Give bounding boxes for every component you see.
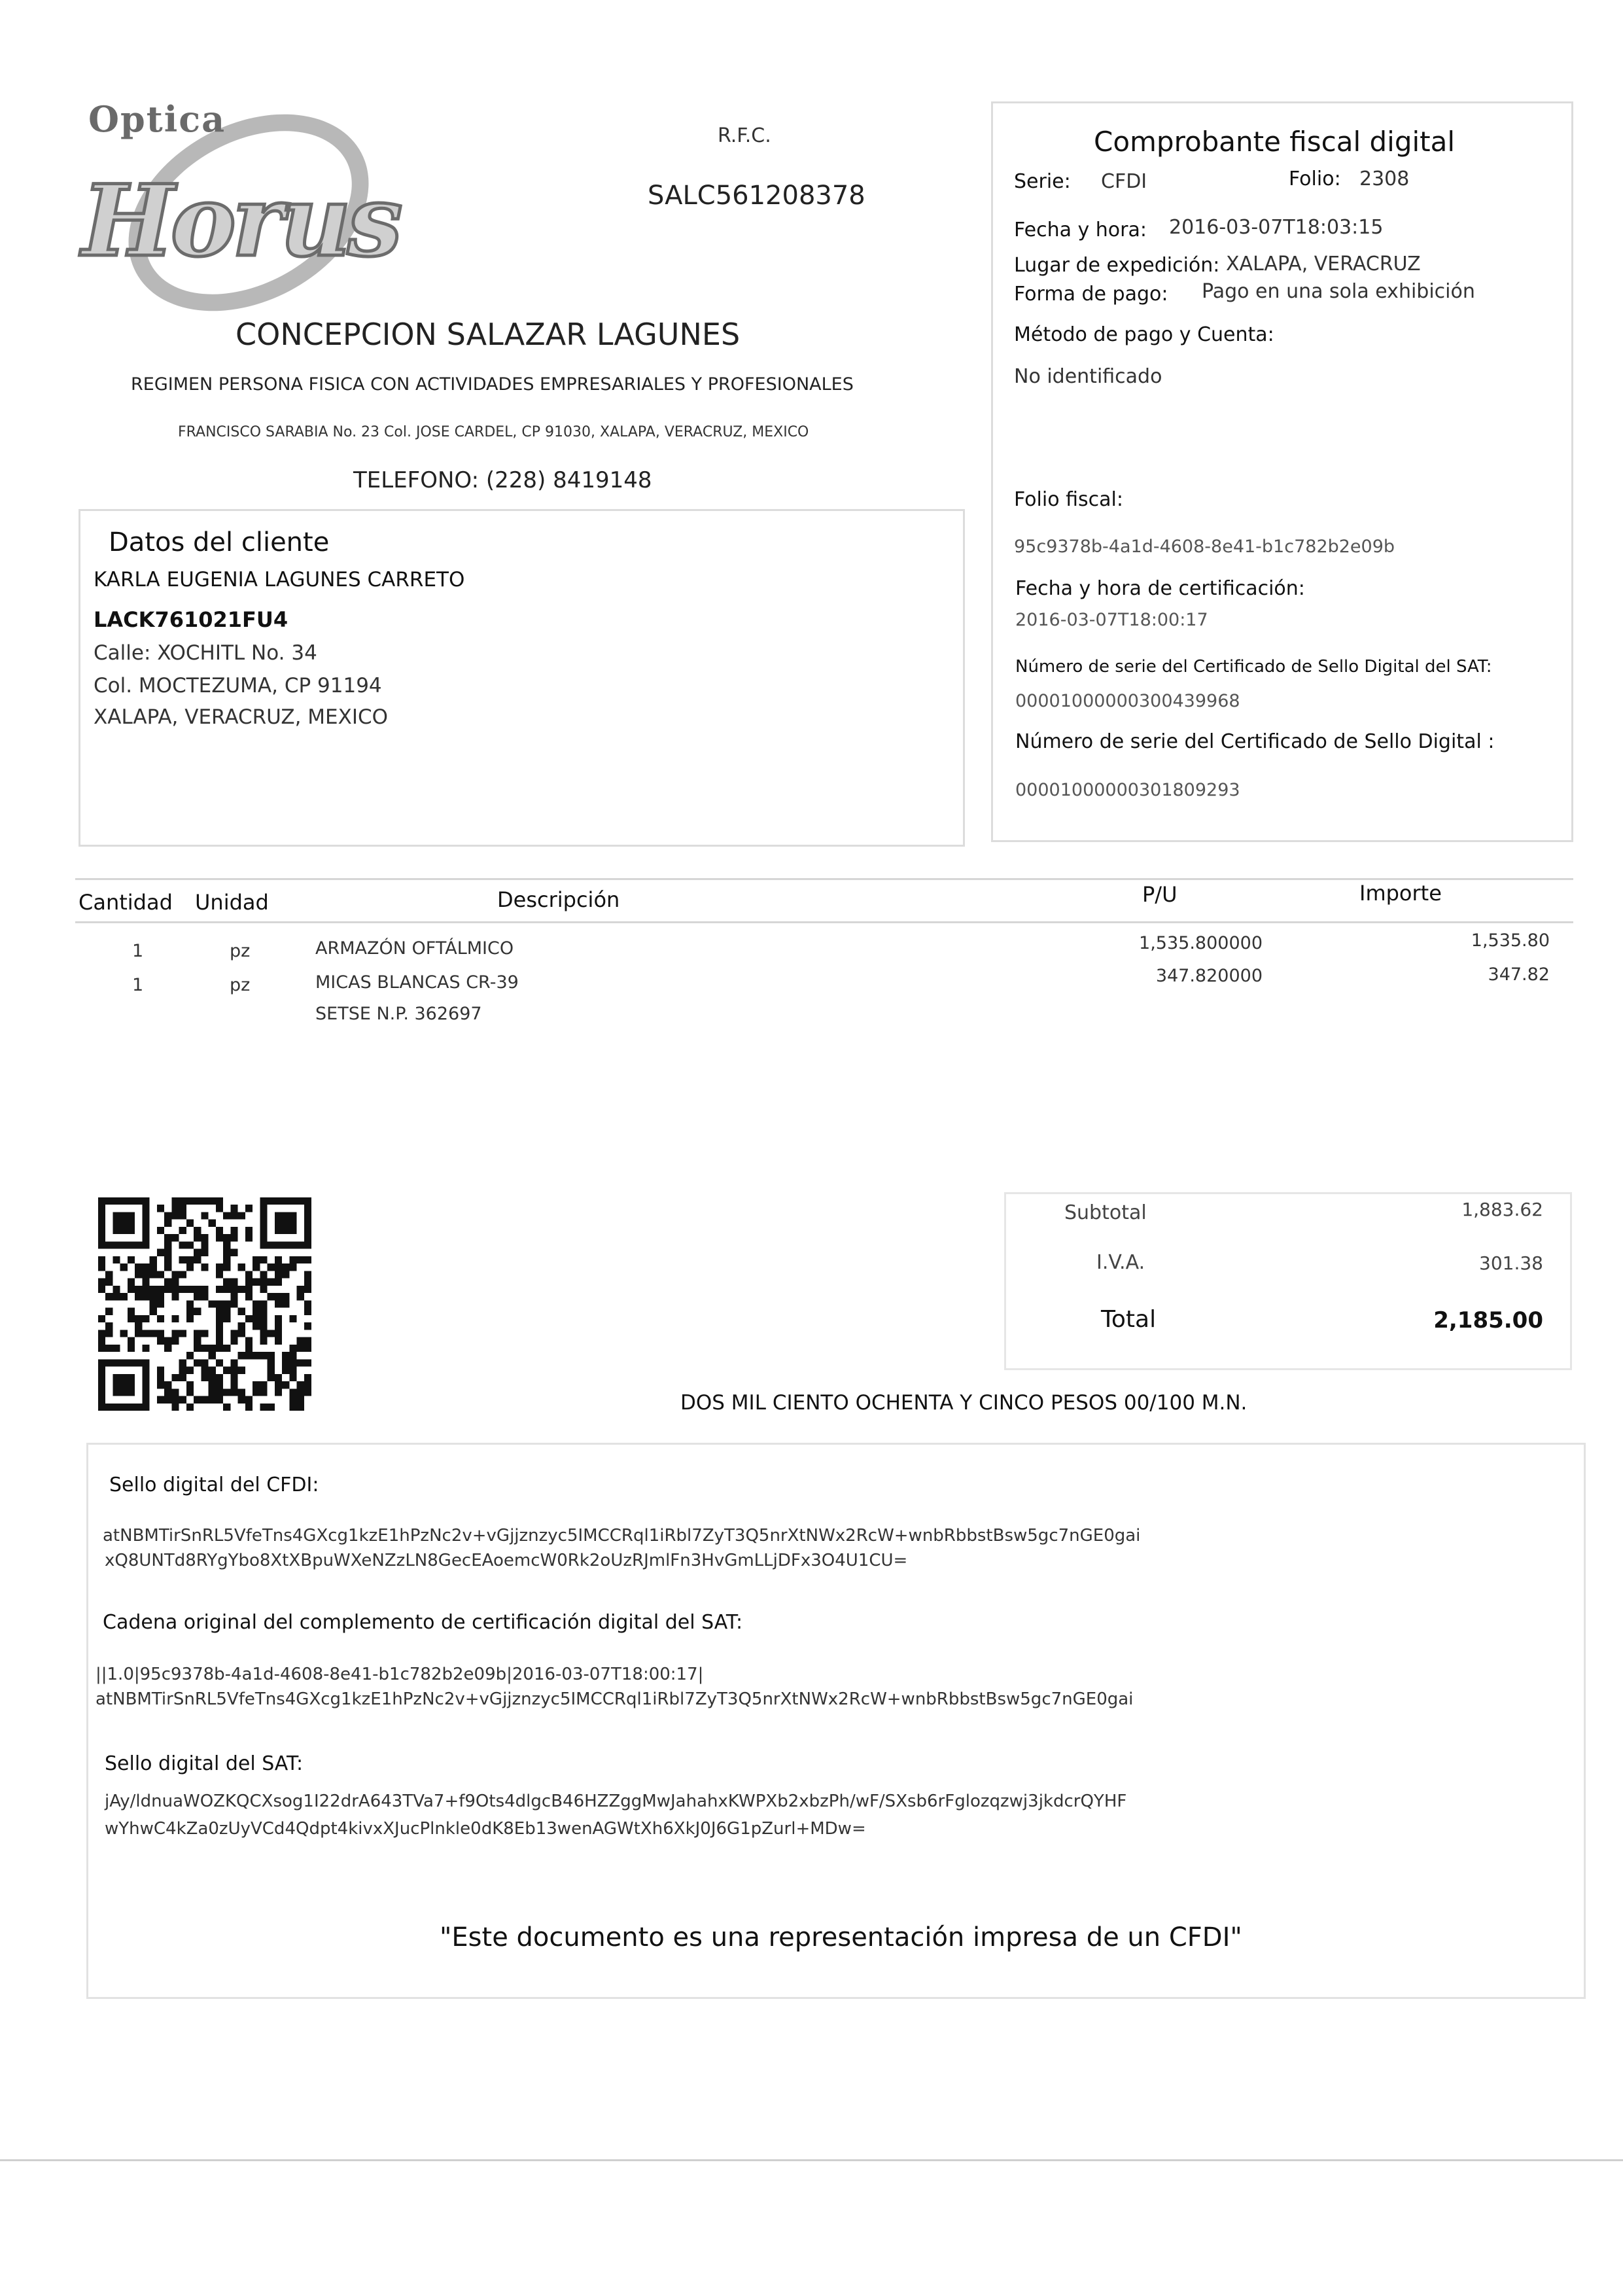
sello-sat-label: Sello digital del SAT: [105,1752,304,1775]
issuer-phone: TELEFONO: (228) 8419148 [353,467,652,493]
issuer-name: CONCEPCION SALAZAR LAGUNES [236,317,741,352]
folio-label: Folio: [1289,168,1341,190]
client-street: Calle: XOCHITL No. 34 [94,641,317,665]
client-title: Datos del cliente [109,527,330,557]
folio-fiscal-label: Folio fiscal: [1014,488,1123,511]
total-label: Total [1101,1306,1157,1333]
table-top-rule [75,878,1573,880]
cadena-label: Cadena original del complemento de certificación digital del SAT: [103,1611,743,1634]
row-importe: 347.82 [1488,964,1550,985]
row-pu: 347.820000 [1155,966,1263,986]
metodo-value: No identificado [1014,365,1162,388]
folio-fiscal-value: 95c9378b-4a1d-4608-8e41-b1c782b2e09b [1014,537,1395,557]
row-unidad: pz [230,941,251,961]
client-rfc: LACK761021FU4 [94,607,288,632]
header-importe: Importe [1359,881,1442,906]
sello-cfdi-label: Sello digital del CFDI: [109,1474,319,1496]
issuer-rfc-label: R.F.C. [718,124,771,147]
cfdi-title: Comprobante fiscal digital [1094,126,1456,158]
header-descripcion: Descripción [497,887,620,912]
serie-csd-label: Número de serie del Certificado de Sello Digital : [1015,730,1495,753]
serie-sat-value: 00001000000300439968 [1015,691,1240,711]
row-descripcion: MICAS BLANCAS CR-39 [315,972,519,993]
sello-sat-line1: jAy/ldnuaWOZKQCXsog1I22drA643TVa7+f9Ots4dlgcB46HZZggMwJahahxKWPXb2xbzPh/wF/SXsb6rFglozqzwj3jkdcrQYHF [105,1792,1127,1811]
header-cantidad: Cantidad [79,890,173,915]
lugar-label: Lugar de expedición: [1014,254,1220,277]
row-cantidad: 1 [132,941,144,961]
sello-cfdi-line1: atNBMTirSnRL5VfeTns4GXcg1kzE1hPzNc2v+vGjjznzyc5IMCCRql1iRbl7ZyT3Q5nrXtNWx2RcW+wnbRbbstBsw5gc7nGE0gai [103,1526,1141,1545]
logo-top-word: Optica [88,98,226,140]
logo-name: Horus [82,164,399,279]
row-unidad: pz [230,975,251,995]
client-city: XALAPA, VERACRUZ, MEXICO [94,705,389,729]
sello-cfdi-line2: xQ8UNTd8RYgYbo8XtXBpuWXeNZzLN8GecEAoemcW0Rk2oUzRJmlFn3HvGmLLjDFx3O4U1CU= [105,1551,908,1570]
row-descripcion-line2: SETSE N.P. 362697 [315,1004,482,1024]
forma-value: Pago en una sola exhibición [1202,280,1475,303]
header-unidad: Unidad [195,890,269,915]
header-pu: P/U [1142,882,1178,907]
subtotal-value: 1,883.62 [1461,1199,1543,1220]
row-pu: 1,535.800000 [1139,933,1263,953]
table-header-rule [75,921,1573,923]
fecha-value: 2016-03-07T18:03:15 [1169,216,1384,239]
serie-csd-value: 00001000000301809293 [1015,780,1240,800]
fecha-cert-label: Fecha y hora de certificación: [1015,577,1305,600]
issuer-rfc: SALC561208378 [648,181,865,211]
serie-sat-label: Número de serie del Certificado de Sello Digital del SAT: [1015,657,1492,677]
issuer-regimen: REGIMEN PERSONA FISICA CON ACTIVIDADES EMPRESARIALES Y PROFESIONALES [131,374,854,395]
qr-code [98,1197,311,1411]
row-importe: 1,535.80 [1471,930,1550,951]
lugar-value: XALAPA, VERACRUZ [1226,253,1421,275]
company-logo [75,98,442,308]
serie-value: CFDI [1101,170,1147,193]
serie-label: Serie: [1014,170,1071,193]
iva-value: 301.38 [1479,1252,1543,1274]
amount-in-words: DOS MIL CIENTO OCHENTA Y CINCO PESOS 00/100 M.N. [680,1391,1248,1415]
client-colonia: Col. MOCTEZUMA, CP 91194 [94,674,382,698]
cadena-line2: atNBMTirSnRL5VfeTns4GXcg1kzE1hPzNc2v+vGjjznzyc5IMCCRql1iRbl7ZyT3Q5nrXtNWx2RcW+wnbRbbstBsw5gc7nGE0gai [96,1689,1134,1709]
folio-value: 2308 [1359,168,1410,190]
issuer-address: FRANCISCO SARABIA No. 23 Col. JOSE CARDEL, CP 91030, XALAPA, VERACRUZ, MEXICO [178,424,809,440]
row-descripcion: ARMAZÓN OFTÁLMICO [315,938,514,959]
fecha-cert-value: 2016-03-07T18:00:17 [1015,610,1208,630]
forma-label: Forma de pago: [1014,283,1168,306]
subtotal-label: Subtotal [1064,1201,1147,1224]
sello-sat-line2: wYhwC4kZa0zUyVCd4Qdpt4kivxXJucPlnkle0dK8Eb13wenAGWtXh6XkJ0J6G1pZurl+MDw= [105,1819,866,1839]
cadena-line1: ||1.0|95c9378b-4a1d-4608-8e41-b1c782b2e09b|2016-03-07T18:00:17| [96,1665,704,1684]
metodo-label: Método de pago y Cuenta: [1014,323,1274,346]
cfdi-representation-note: "Este documento es una representación impresa de un CFDI" [440,1922,1242,1952]
row-cantidad: 1 [132,975,144,995]
fecha-label: Fecha y hora: [1014,219,1147,241]
page-edge-line [0,2159,1623,2161]
total-value: 2,185.00 [1433,1307,1543,1333]
iva-label: I.V.A. [1096,1251,1145,1274]
client-name: KARLA EUGENIA LAGUNES CARRETO [94,568,465,592]
